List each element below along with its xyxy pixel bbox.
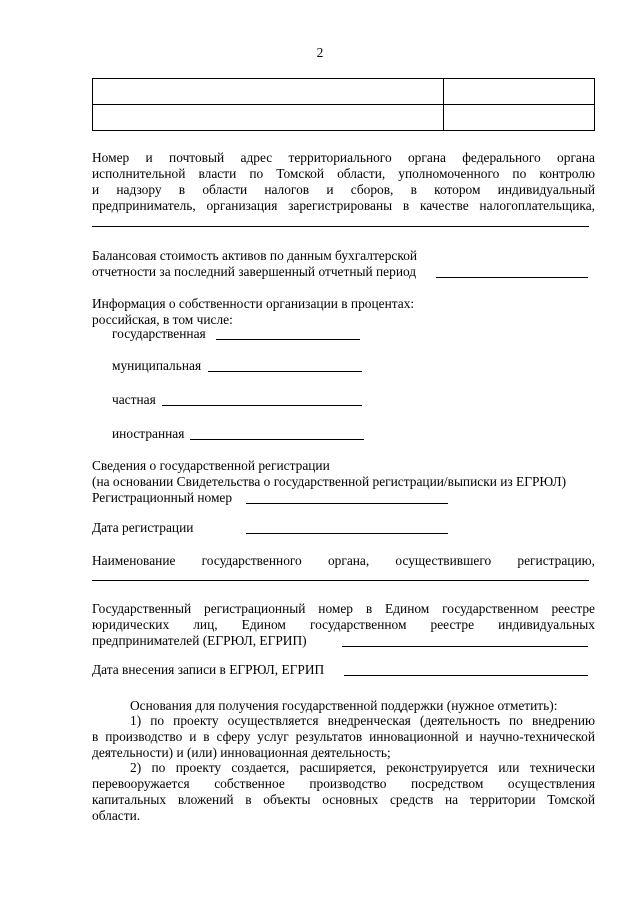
egrul-entry-date-label: Дата внесения записи в ЕГРЮЛ, ЕГРИП	[92, 662, 325, 677]
grounds-item1-line-1: 1) по проекту осуществляется внедренческая (деятельность по внедрению	[130, 713, 595, 728]
word: реестре	[430, 617, 475, 632]
tax-authority-field[interactable]	[92, 226, 589, 227]
grounds-item1-line-2: в производство и в сферу услуг результатов инновационной и научно-технической	[92, 729, 595, 744]
egrul-label-1: Государственный регистрационный номер в Едином государственном реестре	[92, 601, 595, 616]
page-number: 2	[316, 45, 324, 60]
registration-number-field[interactable]	[246, 503, 448, 504]
ownership-municipal-field[interactable]	[208, 371, 362, 372]
egrul-number-field[interactable]	[342, 646, 588, 647]
ownership-state-field[interactable]	[216, 339, 360, 340]
word: государственном	[309, 617, 407, 632]
table-cell	[93, 105, 444, 131]
grounds-heading: Основания для получения государственной поддержки (нужное отметить):	[130, 698, 558, 713]
table-cell	[444, 105, 595, 131]
tax-authority-line-2: исполнительной власти по Томской области, уполномоченного по контролю	[92, 166, 595, 181]
registration-heading: Сведения о государственной регистрации	[92, 458, 330, 473]
grounds-item2-line-3: капитальных вложений в объекты основных средств на территории Томской	[92, 792, 595, 807]
ownership-foreign-field[interactable]	[190, 439, 364, 440]
table-row	[93, 105, 595, 131]
grounds-item2-line-1: 2) по проекту создается, расширяется, реконструируется или технически	[130, 760, 595, 775]
tax-authority-line-1: Номер и почтовый адрес территориального органа федерального органа	[92, 150, 595, 165]
word: органа,	[327, 553, 370, 568]
egrul-entry-date-field[interactable]	[344, 675, 588, 676]
word: Наименование	[92, 553, 176, 568]
tax-authority-line-4: предприниматель, организация зарегистрированы в качестве налогоплательщика,	[92, 198, 595, 213]
table-row	[93, 79, 595, 105]
registration-date-field[interactable]	[246, 533, 448, 534]
balance-label-2: отчетности за последний завершенный отчетный период	[92, 264, 417, 279]
registration-basis: (на основании Свидетельства о государственной регистрации/выписки из ЕГРЮЛ)	[92, 474, 567, 489]
word: Едином	[241, 617, 286, 632]
word: лиц,	[193, 617, 218, 632]
grounds-item1-line-3: деятельности) и (или) инновационная деятельность;	[92, 745, 391, 760]
word: юридических	[92, 617, 170, 632]
balance-field[interactable]	[436, 277, 588, 278]
registration-authority-label	[92, 553, 595, 569]
ownership-municipal-label: муниципальная	[112, 358, 202, 373]
ownership-private-field[interactable]	[162, 405, 362, 406]
header-table	[92, 78, 595, 131]
registration-number-label: Регистрационный номер	[92, 490, 233, 505]
grounds-item2-line-2: перевооружается собственное производство посредством осуществления	[92, 776, 595, 791]
registration-authority-field[interactable]	[92, 580, 589, 581]
word: осуществившего	[395, 553, 492, 568]
egrul-label-2	[92, 617, 595, 633]
registration-date-label: Дата регистрации	[92, 520, 194, 535]
tax-authority-line-3: и надзору в области налогов и сборов, в котором индивидуальный	[92, 182, 595, 197]
egrul-label-3: предпринимателей (ЕГРЮЛ, ЕГРИП)	[92, 633, 307, 648]
ownership-heading: Информация о собственности организации в процентах:	[92, 296, 415, 311]
word: государственного	[201, 553, 302, 568]
ownership-subheading: российская, в том числе:	[92, 312, 233, 327]
table-cell	[93, 79, 444, 105]
ownership-private-label: частная	[112, 392, 156, 407]
ownership-foreign-label: иностранная	[112, 426, 185, 441]
ownership-state-label: государственная	[112, 326, 206, 341]
word: индивидуальных	[498, 617, 595, 632]
grounds-item2-line-4: области.	[92, 808, 141, 823]
balance-label-1: Балансовая стоимость активов по данным бухгалтерской	[92, 248, 418, 263]
word: регистрацию,	[517, 553, 595, 568]
table-cell	[444, 79, 595, 105]
